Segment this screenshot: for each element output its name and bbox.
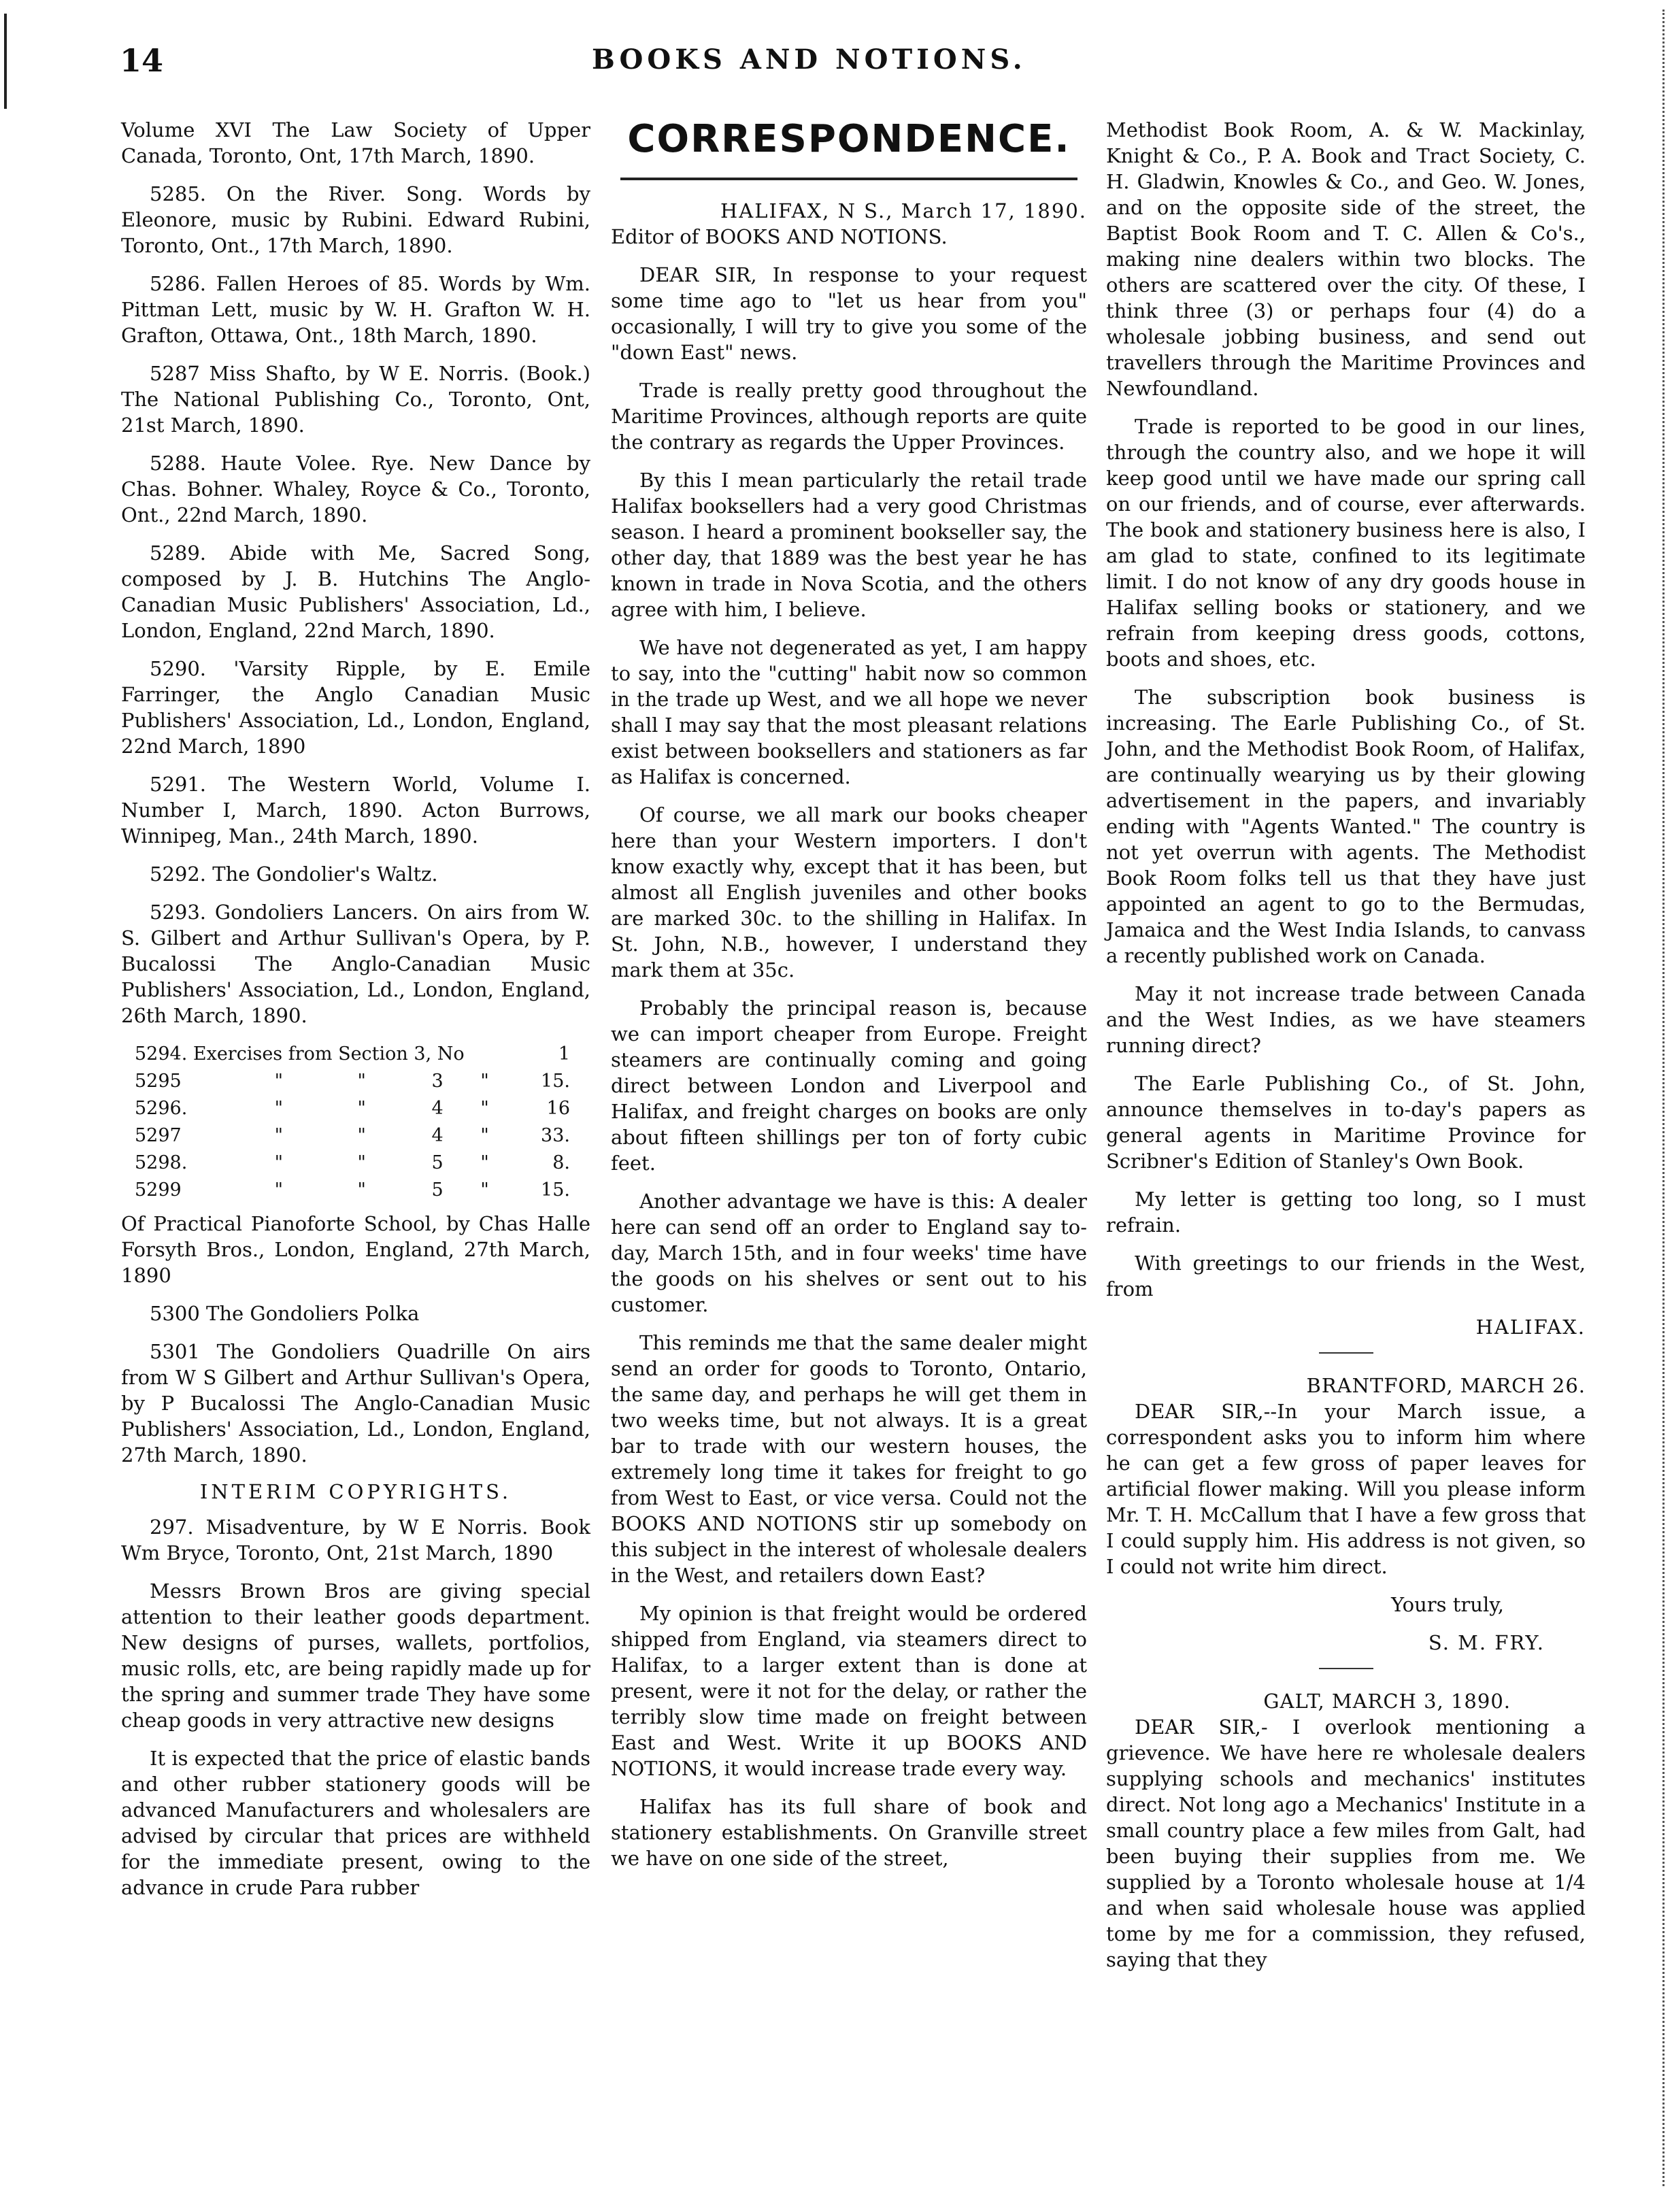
ditto-mark: " xyxy=(357,1152,366,1173)
paragraph: This reminds me that the same dealer might send an order for goods to Toronto, Ontario, the same day, and perhaps he will get them in two weeks time, but not always. It is a great bar to trade with our western houses, the extremely long time it takes for freight to go from West to East, or vice versa. Could not the BOOKS AND NOTIONS stir up somebody on this subject in the interest of wholesale dealers in the West, and retailers down East? xyxy=(611,1331,1087,1587)
paragraph: 5289. Abide with Me, Sacred Song, composed by J. B. Hutchins The Anglo-Canadian Music Publishers' Association, Ld., London, England, 22nd March, 1890. xyxy=(121,541,590,642)
ditto-mark: " xyxy=(480,1125,489,1146)
paragraph: 5290. 'Varsity Ripple, by E. Emile Farringer, the Anglo Canadian Music Publishers' Association, Ld., London, England, 22nd March, 1890 xyxy=(121,657,590,758)
column-1 xyxy=(121,117,590,1913)
exercise-number: 5299 xyxy=(135,1179,182,1201)
exercise-value: 1 xyxy=(558,1043,570,1065)
ditto-mark: " xyxy=(274,1179,284,1201)
ditto-mark: " xyxy=(480,1098,489,1119)
ditto-mark: " xyxy=(274,1152,284,1173)
section-number: 4 xyxy=(431,1098,444,1119)
ditto-mark: " xyxy=(480,1071,489,1092)
running-head: BOOKS AND NOTIONS. xyxy=(592,44,1026,76)
divider-rule xyxy=(1319,1352,1373,1354)
paragraph: My letter is getting too long, so I must refrain. xyxy=(1106,1188,1586,1237)
paragraph: Volume XVI The Law Society of Upper Canada, Toronto, Ont, 17th March, 1890. xyxy=(121,118,590,167)
exercise-number: 5297 xyxy=(135,1125,182,1146)
section-number: 3 xyxy=(431,1071,444,1092)
ditto-mark: " xyxy=(357,1098,366,1119)
paragraph: May it not increase trade between Canada and the West Indies, as we have steamers running direct? xyxy=(1106,982,1586,1057)
table-row xyxy=(135,1150,570,1177)
section-title: CORRESPONDENCE. xyxy=(627,117,1071,161)
paragraph: My opinion is that freight would be ordered shipped from England, via steamers direct to Halifax, to a larger extent than is done at present, were it not for the delay, or rather the terribly slow time made on freight between East and West. Write it up BOOKS AND NOTIONS, it would increase trade every way. xyxy=(611,1602,1087,1780)
paragraph: 5301 The Gondoliers Quadrille On airs from W S Gilbert and Arthur Sullivan's Opera, by P Bucalossi The Anglo-Canadian Music Publishers' Association, Ld., London, England, 27th March, 1890. xyxy=(121,1340,590,1467)
paragraph: 5288. Haute Volee. Rye. New Dance by Chas. Bohner. Whaley, Royce & Co., Toronto, Ont., 22nd March, 1890. xyxy=(121,452,590,526)
exercise-label: Exercises from Section 3, No xyxy=(193,1043,465,1065)
column-3 xyxy=(1106,117,1586,1985)
letter-signature: HALIFAX. xyxy=(1475,1316,1586,1339)
paragraph: Messrs Brown Bros are giving special attention to their leather goods department. New designs of purses, wallets, portfolios, music rolls, etc, are being rapidly made up for the spring and summer trade They have some cheap goods in very attractive new designs xyxy=(121,1579,590,1732)
letter-dateline: HALIFAX, N S., March 17, 1890. xyxy=(720,199,1087,222)
paragraph: Methodist Book Room, A. & W. Mackinlay, Knight & Co., P. A. Book and Tract Society, C. H. Gladwin, Knowles & Co., and Geo. W. Jones, and on the opposite side of the street, the Baptist Book Room and T. C. Allen & Co's., making nine dealers within two blocks. The others are scattered over the city. Of these, I think three (3) or perhaps four (4) do a wholesale jobbing business, and send out travellers through the Maritime Provinces and Newfoundland. xyxy=(1106,118,1586,400)
exercise-value: 15. xyxy=(541,1071,570,1092)
paragraph: Trade is really pretty good throughout the Maritime Provinces, although reports are quite the contrary as regards the Upper Provinces. xyxy=(611,379,1087,454)
paragraph: 5285. On the River. Song. Words by Eleonore, music by Rubini. Edward Rubini, Toronto, Ont., 17th March, 1890. xyxy=(121,182,590,257)
paragraph: 5286. Fallen Heroes of 85. Words by Wm. Pittman Lett, music by W. H. Grafton W. H. Grafton, Ottawa, Ont., 18th March, 1890. xyxy=(121,272,590,347)
letter-closing: Yours truly, xyxy=(1391,1593,1504,1616)
exercise-number: 5295 xyxy=(135,1071,182,1092)
page-header xyxy=(116,42,1599,90)
paragraph: 5293. Gondoliers Lancers. On airs from W. S. Gilbert and Arthur Sullivan's Opera, by P. Bucalossi The Anglo-Canadian Music Publishers' Association, Ld., London, England, 26th March, 1890. xyxy=(121,901,590,1027)
ditto-mark: " xyxy=(480,1152,489,1173)
paragraph: With greetings to our friends in the West, from xyxy=(1106,1252,1586,1301)
paragraph: Trade is reported to be good in our lines, through the country also, and we hope it will keep good until we have made our spring call on our friends, and of course, ever afterwards. The book and stationery business here is also, I am glad to state, confined to its legitimate limit. I do not know of any dry goods house in Halifax selling books or stationery, and we refrain from keeping dress goods, cottons, boots and shoes, etc. xyxy=(1106,415,1586,671)
paragraph: The subscription book business is increasing. The Earle Publishing Co., of St. John, and the Methodist Book Room, of Halifax, are continually wearying us by their glowing advertisement in the papers, and invariably ending with "Agents Wanted." The country is not yet overrun with agents. The Methodist Book Room folks tell us that they have just appointed an agent to go to the Bermudas, Jamaica and the West India Islands, to canvass a recently published work on Canada. xyxy=(1106,686,1586,967)
section-number: 4 xyxy=(431,1125,444,1146)
table-row xyxy=(135,1095,570,1122)
paragraph: Another advantage we have is this: A dealer here can send off an order to England say to-day, March 15th, and in four weeks' time have the goods on his shelves or sent out to his customer. xyxy=(611,1190,1087,1316)
exercise-number: 5294. xyxy=(135,1043,188,1065)
paragraph: We have not degenerated as yet, I am happy to say, into the "cutting" habit now so common in the trade up West, and we all hope we never shall I may say that the most pleasant relations exist between booksellers and stationers as far as Halifax is concerned. xyxy=(611,636,1087,788)
exercise-value: 15. xyxy=(541,1179,570,1201)
ditto-mark: " xyxy=(274,1125,284,1146)
paragraph: DEAR SIR,- I overlook mentioning a grievence. We have here re wholesale dealers supplying schools and mechanics' institutes direct. Not long ago a Mechanics' Institute in a small country place a few miles from Galt, had been buying their supplies from me. We supplied by a Toronto wholesale house at 1/4 and when said wholesale house was applied tome by me for a commission, they refused, saying that they xyxy=(1106,1715,1586,1971)
letter-dateline: GALT, MARCH 3, 1890. xyxy=(1263,1690,1511,1713)
table-row xyxy=(135,1122,570,1150)
paragraph: The Earle Publishing Co., of St. John, announce themselves in to-day's papers as general agents in Maritime Province for Scribner's Edition of Stanley's Own Book. xyxy=(1106,1072,1586,1173)
ditto-mark: " xyxy=(357,1179,366,1201)
page-edge-mark xyxy=(4,14,7,109)
letter-dateline: BRANTFORD, MARCH 26. xyxy=(1306,1374,1586,1397)
column-2 xyxy=(611,117,1087,1883)
paragraph: Of course, we all mark our books cheaper here than your Western importers. I don't know exactly why, except that it has been, but almost all English juveniles and other books are marked 30c. to the shilling in Halifax. In St. John, N.B., however, I understand they mark them at 35c. xyxy=(611,803,1087,982)
paragraph: 5292. The Gondolier's Waltz. xyxy=(150,862,438,886)
table-row xyxy=(135,1041,570,1068)
table-row xyxy=(135,1068,570,1095)
exercise-value: 33. xyxy=(541,1125,570,1146)
exercise-number: 5296. xyxy=(135,1098,188,1119)
ditto-mark: " xyxy=(274,1098,284,1119)
paragraph: By this I mean particularly the retail trade Halifax booksellers had a very good Christmas season. I heard a prominent bookseller say, the other day, that 1889 was the best year he has known in trade in Nova Scotia, and the others agree with him, I believe. xyxy=(611,469,1087,621)
exercise-value: 16 xyxy=(546,1098,570,1119)
paragraph: DEAR SIR, In response to your request some time ago to "let us hear from you" occasionally, I will try to give you some of the "down East" news. xyxy=(611,263,1087,364)
paragraph: 5291. The Western World, Volume I. Number I, March, 1890. Acton Burrows, Winnipeg, Man., 24th March, 1890. xyxy=(121,773,590,848)
letter-signature: S. M. FRY. xyxy=(1428,1631,1545,1654)
paragraph: 297. Misadventure, by W E Norris. Book Wm Bryce, Toronto, Ont, 21st March, 1890 xyxy=(121,1515,590,1564)
title-rule xyxy=(620,178,1077,180)
paragraph: Halifax has its full share of book and stationery establishments. On Granville street we have on one side of the street, xyxy=(611,1795,1087,1870)
section-subhead: INTERIM COPYRIGHTS. xyxy=(199,1480,512,1503)
ditto-mark: " xyxy=(357,1125,366,1146)
paragraph: 5300 The Gondoliers Polka xyxy=(150,1302,420,1325)
paragraph: DEAR SIR,--In your March issue, a correspondent asks you to inform him where he can get a few gross of paper leaves for artificial flower making. Will you please inform Mr. T. H. McCallum that I have a few gross that I could supply him. His address is not given, so I could not write him direct. xyxy=(1106,1400,1586,1578)
table-row xyxy=(135,1177,570,1204)
divider-rule xyxy=(1319,1668,1373,1669)
section-number: 5 xyxy=(431,1152,444,1173)
exercise-number: 5298. xyxy=(135,1152,188,1173)
section-number: 5 xyxy=(431,1179,444,1201)
exercise-value: 8. xyxy=(552,1152,570,1173)
ditto-mark: " xyxy=(357,1071,366,1092)
ditto-mark: " xyxy=(274,1071,284,1092)
letter-addressee: Editor of BOOKS AND NOTIONS. xyxy=(611,225,948,248)
exercises-table xyxy=(135,1041,570,1204)
page-edge-dots xyxy=(1662,10,1667,2186)
ditto-mark: " xyxy=(480,1179,489,1201)
paragraph: 5287 Miss Shafto, by W E. Norris. (Book.) The National Publishing Co., Toronto, Ont, 21st March, 1890. xyxy=(121,362,590,437)
paragraph: Of Practical Pianoforte School, by Chas Halle Forsyth Bros., London, England, 27th March, 1890 xyxy=(121,1212,590,1287)
paragraph: It is expected that the price of elastic bands and other rubber stationery goods will be advanced Manufacturers and wholesalers are advised by circular that prices are withheld for the immediate present, owing to the advance in crude Para rubber xyxy=(121,1747,590,1899)
paragraph: Probably the principal reason is, because we can import cheaper from Europe. Freight steamers are continually coming and going direct between London and Liverpool and Halifax, and freight charges on books are only about fifteen shillings per ton of forty cubic feet. xyxy=(611,996,1087,1175)
page-number: 14 xyxy=(120,42,164,79)
